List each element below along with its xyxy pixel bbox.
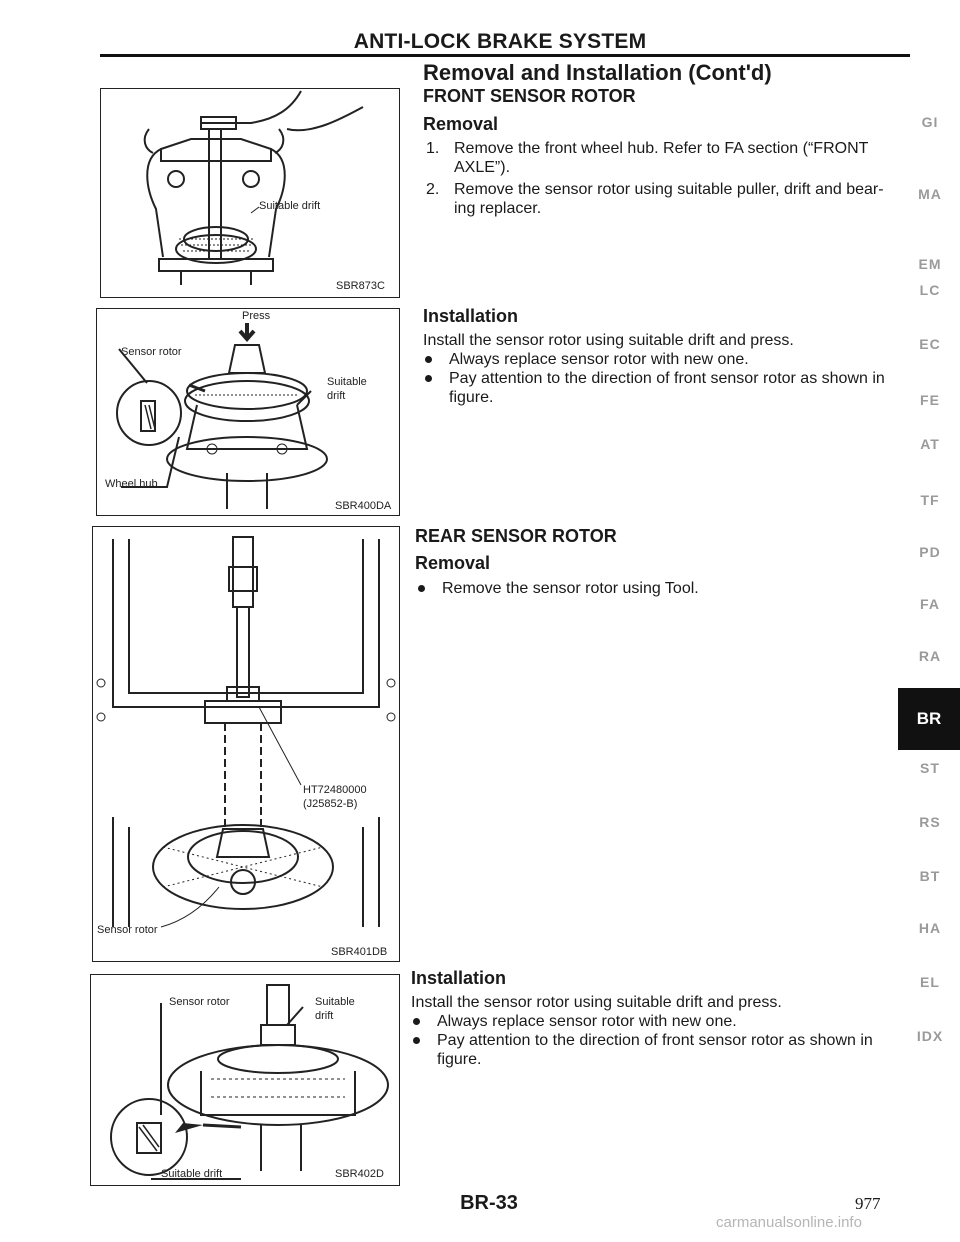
step-text-line: AXLE”). [454, 159, 511, 176]
label-tool-number: HT72480000 [303, 784, 367, 796]
bullet-text: figure. [437, 1051, 482, 1068]
rear-install-illustration [91, 975, 399, 1185]
label-tool-alt-number: (J25852-B) [303, 798, 358, 810]
side-tab[interactable]: FE [920, 392, 940, 408]
label-wheel-hub: Wheel hub [105, 478, 158, 490]
press-arrow-icon [240, 323, 254, 339]
side-tab[interactable]: RS [919, 814, 941, 830]
figure-code: SBR873C [336, 280, 385, 292]
front-sensor-rotor-heading: FRONT SENSOR ROTOR [423, 86, 636, 106]
step-text-line: Remove the sensor rotor using suitable puller, drift and bear- [454, 181, 884, 198]
bullet-dot [418, 585, 425, 592]
bullet-text: Pay attention to the direction of front sensor rotor as shown in [449, 370, 885, 387]
section-title: Removal and Installation (Cont'd) [423, 60, 772, 85]
side-tab[interactable]: FA [920, 596, 940, 612]
page-code: BR-33 [460, 1192, 518, 1214]
rear-sensor-rotor-heading: REAR SENSOR ROTOR [415, 526, 617, 546]
step-text-line: Remove the front wheel hub. Refer to FA section (“FRONT [454, 140, 869, 157]
side-tab[interactable]: AT [920, 436, 940, 452]
side-tab[interactable]: LC [919, 282, 941, 298]
rear-removal-illustration [93, 527, 399, 961]
bullet-dot [413, 1018, 420, 1025]
puller-illustration [101, 89, 399, 297]
label-suitable: Suitable [315, 996, 355, 1008]
rear-installation-heading: Installation [411, 968, 507, 988]
label-drift: drift [327, 390, 346, 402]
side-tab[interactable]: IDX [916, 1028, 944, 1044]
bullet-text: Always replace sensor rotor with new one. [449, 351, 749, 368]
side-tab[interactable]: RA [918, 648, 942, 664]
side-tab[interactable]: HA [918, 920, 942, 936]
front-install-illustration [97, 309, 399, 515]
side-tab[interactable]: TF [920, 492, 940, 508]
side-tab[interactable]: GI [921, 114, 939, 130]
rear-installation-intro: Install the sensor rotor using suitable drift and press. [411, 994, 782, 1011]
step-number: 1. [426, 140, 440, 157]
label-suitable: Suitable [327, 376, 367, 388]
page-header-title: ANTI-LOCK BRAKE SYSTEM [353, 30, 647, 53]
side-tab[interactable]: ST [920, 760, 940, 776]
bullet-text: Always replace sensor rotor with new one. [437, 1013, 737, 1030]
label-sensor-rotor: Sensor rotor [97, 924, 158, 936]
bullet-text: Remove the sensor rotor using Tool. [442, 580, 699, 597]
figure-code: SBR401DB [331, 946, 388, 958]
label-drift: drift [315, 1010, 334, 1022]
figure-rear-removal [92, 526, 400, 962]
figure-rear-installation [90, 974, 400, 1186]
side-tab[interactable]: EM [918, 256, 942, 272]
label-press: Press [242, 310, 271, 322]
side-tab[interactable]: BT [919, 868, 941, 884]
header-rule [100, 54, 910, 57]
direction-arrow-icon [175, 1123, 203, 1133]
rear-removal-heading: Removal [415, 553, 491, 573]
side-tab[interactable]: PD [919, 544, 941, 560]
figure-front-installation [96, 308, 400, 516]
front-removal-heading: Removal [423, 114, 499, 134]
bullet-dot [413, 1037, 420, 1044]
figure-puller-removal [100, 88, 400, 298]
side-tab[interactable]: EC [919, 336, 941, 352]
arrow-shaft [203, 1125, 241, 1127]
figure-code: SBR400DA [335, 500, 392, 512]
bullet-text: figure. [449, 389, 494, 406]
bullet-text: Pay attention to the direction of front sensor rotor as shown in [437, 1032, 873, 1049]
front-installation-heading: Installation [423, 306, 519, 326]
side-tab-active[interactable]: BR [898, 688, 960, 750]
step-text-line: ing replacer. [454, 200, 542, 217]
watermark: carmanualsonline.info [716, 1214, 862, 1231]
figure-code: SBR402D [335, 1168, 384, 1180]
bullet-dot [425, 375, 432, 382]
step-number: 2. [426, 181, 440, 198]
bullet-dot [425, 356, 432, 363]
label-sensor-rotor: Sensor rotor [169, 996, 230, 1008]
side-tab[interactable]: EL [920, 974, 940, 990]
page-number: 977 [855, 1194, 881, 1213]
side-tab[interactable]: MA [918, 186, 942, 202]
label-suitable-drift: Suitable drift [259, 200, 321, 212]
label-sensor-rotor: Sensor rotor [121, 346, 182, 358]
label-suitable-drift: Suitable drift [161, 1168, 223, 1180]
front-installation-intro: Install the sensor rotor using suitable drift and press. [423, 332, 794, 349]
